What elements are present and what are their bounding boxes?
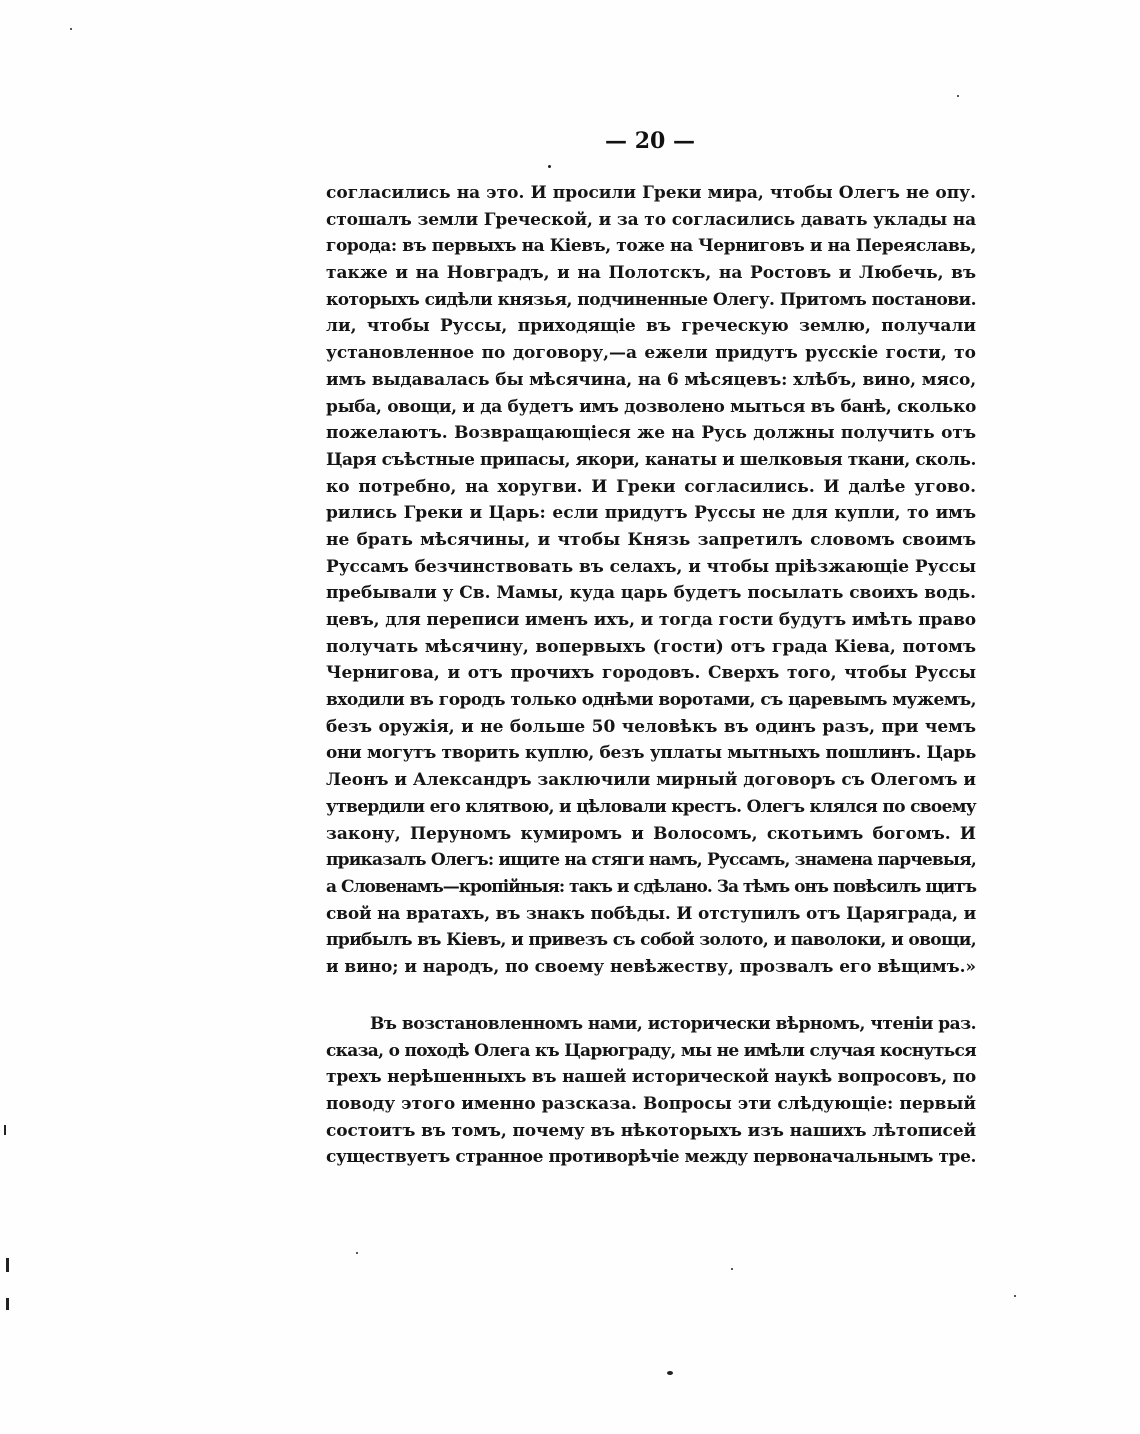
text-line: не брать мѣсячины, и чтобы Князь запретилъ словомъ своимъ <box>326 529 976 550</box>
text-line: и вино; и народъ, по своему невѣжеству, прозвалъ его вѣщимъ.» <box>326 956 976 977</box>
text-line: также и на Новградъ, и на Полотскъ, на Ростовъ и Любечь, въ <box>326 263 976 284</box>
text-line: рились Греки и Царь: если придутъ Руссы не для купли, то имъ <box>326 503 976 524</box>
scan-speck <box>731 1268 733 1270</box>
text-line: получать мѣсячину, вопервыхъ (гости) отъ града Кіева, потомъ <box>326 636 976 657</box>
text-line: входили въ городъ только однѣми воротами, съ царевымъ мужемъ, <box>326 690 977 711</box>
text-line: приказалъ Олегъ: ищите на стяги намъ, Руссамъ, знамена парчевыя, <box>326 850 976 871</box>
scan-speck <box>548 165 551 168</box>
text-line: ли, чтобы Руссы, приходящіе въ греческую землю, получали <box>326 316 976 337</box>
text-line: ко потребно, на хоругви. И Греки согласились. И далѣе угово. <box>326 476 976 497</box>
page-number: — 20 — <box>605 128 695 154</box>
paragraph-2 <box>326 1011 976 1171</box>
text-line: утвердили его клятвою, и цѣловали крестъ. Олегъ клялся по своему <box>326 796 976 817</box>
text-line: Чернигова, и отъ прочихъ городовъ. Сверхъ того, чтобы Руссы <box>326 663 976 684</box>
text-line: существуетъ странное противорѣчіе между первоначальнымъ тре. <box>326 1147 977 1168</box>
text-line: Царя съѣстные припасы, якори, канаты и шелковыя ткани, сколь. <box>326 449 976 470</box>
paragraph-1 <box>326 180 976 981</box>
text-line: Въ возстановленномъ нами, исторически вѣрномъ, чтеніи раз. <box>370 1014 976 1034</box>
text-line: имъ выдавалась бы мѣсячина, на 6 мѣсяцевъ: хлѣбъ, вино, мясо, <box>326 369 977 390</box>
text-line: а Словенамъ—кропійныя: такъ и сдѣлано. За тѣмъ онъ повѣсилъ щитъ <box>326 876 976 897</box>
text-line: рыба, овощи, и да будетъ имъ дозволено мыться въ банѣ, сколько <box>326 396 977 417</box>
scan-speck <box>667 1371 673 1375</box>
text-line: установленное по договору,—а ежели придутъ русскіе гости, то <box>326 343 976 364</box>
scan-speck <box>957 95 959 97</box>
text-line: поводу этого именно разсказа. Вопросы эти слѣдующіе: первый <box>326 1094 976 1115</box>
text-line: пожелаютъ. Возвращающіеся же на Русь должны получить отъ <box>326 423 976 444</box>
scan-speck <box>6 1258 9 1272</box>
text-line: пребывали у Св. Мамы, куда царь будетъ посылать своихъ водь. <box>326 583 976 604</box>
text-line: Руссамъ безчинствовать въ селахъ, и чтобы пріѣзжающіе Руссы <box>326 556 976 577</box>
scan-speck <box>70 28 72 30</box>
text-line: цевъ, для переписи именъ ихъ, и тогда гости будутъ имѣть право <box>326 610 976 630</box>
text-line: согласились на это. И просили Греки мира, чтобы Олегъ не опу. <box>326 183 976 203</box>
text-line: они могутъ творить куплю, безъ уплаты мытныхъ пошлинъ. Царь <box>326 743 977 764</box>
text-line: города: въ первыхъ на Кіевъ, тоже на Черниговъ и на Переяславь, <box>326 236 976 257</box>
text-line: закону, Перуномъ кумиромъ и Волосомъ, скотьимъ богомъ. И <box>326 823 976 844</box>
scan-speck <box>4 1125 6 1135</box>
text-line: прибылъ въ Кіевъ, и привезъ съ собой золото, и паволоки, и овощи, <box>326 930 976 951</box>
text-line: стошалъ земли Греческой, и за то согласились давать уклады на <box>326 209 977 230</box>
scan-speck <box>356 1252 358 1254</box>
text-line: Леонъ и Александръ заключили мирный договоръ съ Олегомъ и <box>326 770 976 791</box>
text-line: сказа, о походѣ Олега къ Царюграду, мы не имѣли случая коснуться <box>326 1040 976 1061</box>
text-line: свой на вратахъ, въ знакъ побѣды. И отступилъ отъ Царяграда, и <box>326 903 977 924</box>
text-line: безъ оружія, и не больше 50 человѣкъ въ одинъ разъ, при чемъ <box>326 716 976 737</box>
text-line: трехъ нерѣшенныхъ въ нашей исторической наукѣ вопросовъ, по <box>326 1067 977 1088</box>
scan-speck <box>1014 1295 1016 1297</box>
scan-speck <box>6 1298 9 1310</box>
text-line: состоитъ въ томъ, почему въ нѣкоторыхъ изъ нашихъ лѣтописей <box>326 1120 977 1141</box>
text-line: которыхъ сидѣли князья, подчиненные Олегу. Притомъ постанови. <box>326 289 976 310</box>
